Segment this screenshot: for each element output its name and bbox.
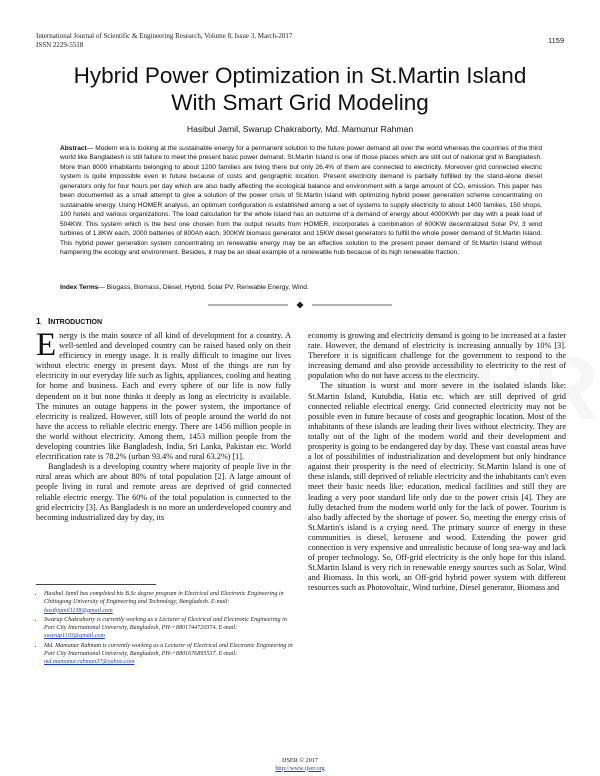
email-link[interactable]: hasibjamil1138@gmail.com <box>44 607 113 614</box>
index-terms-label: Index Terms <box>60 284 99 291</box>
paragraph: Bangladesh is a developing country where majority of people live in the rural areas which are about 80% of total population [2]. A large amount of people living in rural and remote areas are deprived of grid connected reliable electric energy. The 60% of the total population is connected to the grid electricity [3]. As Bangladesh is no more an underdeveloped country and becoming industrialized day by day, its <box>36 462 291 522</box>
issn: ISSN 2229-5518 <box>36 41 84 49</box>
page-number: 1159 <box>548 36 565 45</box>
footnote-rule <box>36 584 156 585</box>
footnote-item <box>44 642 294 667</box>
section-number: 1 <box>36 316 41 326</box>
journal-url-link[interactable]: http://www.ijser.org <box>275 764 325 772</box>
body-column-left <box>36 327 291 523</box>
index-terms-text: — Biogass, Biomass, Diesel, Hybrid, Solar PV, Renwable Energy, Wind. <box>98 284 309 291</box>
body-column-right <box>308 331 566 593</box>
section-heading-introduction <box>36 316 102 326</box>
journal-header <box>36 32 292 50</box>
email-link[interactable]: md.mamunur.rahman37@yahoo.com <box>44 659 135 666</box>
diamond-icon <box>297 302 304 309</box>
section-title-initial: I <box>47 316 51 326</box>
footnote-item <box>44 616 294 641</box>
paragraph-text: nergy is the main source of all kind of development for a country. A well-settled and developed country can be raised based only on their efficiency in energy usage. It is really difficult to imagine our lives without electric energy in present days. Most of the things are run by electricity in our everyday life such as lights, appliances, cooling and heating for home and business. Each and every sphere of our life is now fully dependent on it but none thinks it deeply as long as electricity is available. The minutes an outage happens in the power system, the importance of electricity is realized. However, still lots of people around the world do not have the access to reliable electric energy. There are 1456 million people in the world without electricity. Among them, 1453 million people from the developing countries like Bangladesh, India, Sri Lanka, Pakistan etc. World electrification rate is 78.2% (urban 93.4% and rural 63.2%) [1]. <box>36 331 291 462</box>
journal-citation: International Journal of Scientific & Engineering Research, Volume 8, Issue 3, March-2017 <box>36 32 293 40</box>
section-title-rest: NTRODUCTION <box>50 319 103 326</box>
copyright: IJSER © 2017 <box>282 757 318 764</box>
section-separator <box>200 300 400 310</box>
authors: Hasibul Jamil, Swarup Chakraborty, Md. Mamunur Rahman <box>186 124 414 134</box>
paper-title <box>0 62 600 116</box>
author-footnotes <box>36 590 294 668</box>
footnote-text: Hasibul Jamil has completed his B.Sc degree program in Electrical and Electronic Engineering in Chittagong University of Engineering and Technology, Bangladesh. E-mail: <box>44 591 284 606</box>
title-line-1: Hybrid Power Optimization in St.Martin Island <box>73 63 527 88</box>
abstract-label: Abstract <box>60 145 87 152</box>
drop-cap: E <box>36 327 57 363</box>
footnote-text: Swarup Chakraborty is currently working as a Lecturer of Electrical and Electronic Engineering in Port City International University, Bangladesh, PH-+8801744720374. E-mail: <box>44 616 287 632</box>
paragraph: The situation is worst and more severe in the isolated islands like: St.Martin Island, Kutubdia, Hatia etc. which are still deprived of grid connected reliable electrical energy. Grid connected electricity may not be possible even in future because of costs and geographic location. Most of the inhabitants of these islands are leading their lives without electricity. They are totally out of the light of the modern world and their development and prosperity is going to be endangered day by day. These vast coastal areas have a lot of possibilities of industrialization and development but only hindrance against their prosperity is the need of electricity. St.Martin Island is one of these islands, still deprived of reliable electricity and the inhabitants can't even meet their basic needs like: education, medical facilities and still they are leading a very poor standard life only due to the power crisis [4]. They are fully detached from the modern world only for the lack of power. Tourism is also badly affected by the shortage of power. So, meeting the energy crisis of St.Martin's island is a crying need. The primary source of energy in these communities is diesel, kerosene and wood. Extending the power grid connection is very expensive and unrealistic because of long sea-way and lack of proper technology. So, Off-grid electricity is the only hope for this island. St.Martin Island is very rich in renewable energy sources such as Solar, Wind and Biomass. In this work, an Off-grid hybrid power system with different resources such as Photovoltaic, Wind turbine, Diesel generator, Biomass and <box>308 381 566 593</box>
footnote-text: Md. Mamunur Rahman is currently working as a Lecturer of Electrical and Electronic Engineering in Port City International University, Bangladesh, PH-+8801676895537. E-mail: <box>44 642 293 658</box>
abstract <box>60 144 542 257</box>
index-terms <box>60 283 542 292</box>
paragraph <box>36 327 291 462</box>
title-line-2: With Smart Grid Modeling <box>171 90 429 115</box>
abstract-text: — Modern era is looking at the sustainable energy for a permanent solution to the future power demand all over the world whereas the countries of the third world like Bangladesh is still failure to meet the present basic power demand. St.Martin Island is one of those places which are still out of national grid in Bangladesh. More than 8000 inhabitants belonging to about 1200 families are living there but only 26.4% of them are connected to electricity. Moreover grid connected electric system is quite impossible even in future because of costs and geographic location. Present electricity demand is partially fulfilled by the stand-alone diesel generators only for four hours per day which are also badly affecting the ecological balance and environment with a large amount of CO₂ emission. This paper has been documented as a small attempt to give a solution of the power crisis of St.Martin Island with optimizing hybrid power generation scheme concentrating on sustainable energy. Using HOMER analysis, an optimum configuration is established among a set of systems to supply electricity to about 1400 families, 150 shops, 100 hotels and various organizations. The load calculation for the whole island has an outcome of a demand of energy about 4000KWh per day with a peak load of 504KW. This system which is the best one chosen from the output results from HOMER, incorporates a combination of 600KW decentralized Solar PV, 3 wind turbines of 1.8KW each, 2000 batteries of 800Ah each, 300KW biomass generator and 15KW diesel generators to fulfill the whole power demand of St.Martin Island. This hybrid power generation system concentrating on renewable energy may be an effective solution to the present power demand of St.Martin Island without hampering the ecology and environment. Besides, it may be an ideal example of a renewable hub because of its high renewable fraction. <box>60 145 542 256</box>
paragraph: economy is growing and electricity demand is going to be increased at a faster rate. However, the demand of electricity is increasing annually by 10% [3]. Therefore it is significant challenge for the government to respond to the increasing demand and also provide accessibility to electricity to the rest of population who do not have access to the electricity. <box>308 331 566 381</box>
page-footer <box>0 757 600 772</box>
footnote-item <box>44 590 294 615</box>
email-link[interactable]: swarup1103@gmail.com <box>44 633 105 640</box>
